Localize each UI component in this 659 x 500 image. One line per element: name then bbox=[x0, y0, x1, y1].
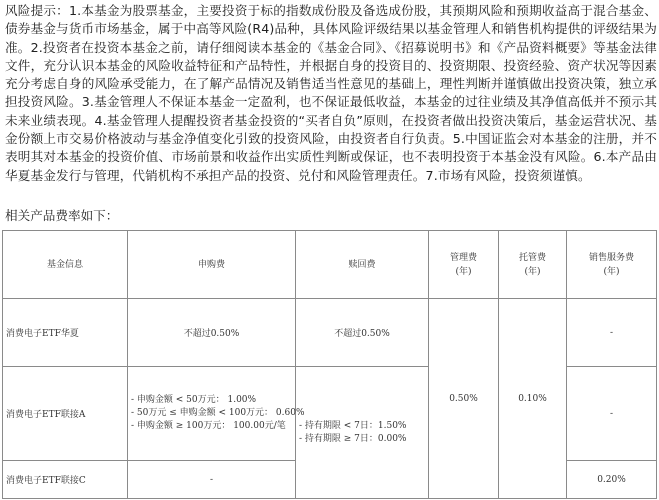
header-custody-fee bbox=[499, 231, 567, 299]
header-subscription-fee: 申购费 bbox=[128, 231, 296, 299]
header-sales-service-fee bbox=[567, 231, 657, 299]
header-management-fee bbox=[429, 231, 499, 299]
risk-notice: 风险提示：1.本基金为股票基金，主要投资于标的指数成份股及备选成份股，其预期风险和预期收益高于混合基金、债券基金与货币市场基金，属于中高等风险(R4)品种，具体风险评级结果以基金管理人和销售机构提供的评级结果为准。2.投资者在投资本基金之前，请仔细阅读本基金的《基金合同》、《招募说明书》和《产品资料概要》等基金法律文件，充分认识本基金的风险收益特征和产品特性，并根据自身的投资目的、投资期限、投资经验、资产状况等因素充分考虑自身的风险承受能力，在了解产品情况及销售适当性意见的基础上，理性判断并谨慎做出投资决策，独立承担投资风险。3.基金管理人不保证本基金一定盈利，也不保证最低收益，本基金的过往业绩及其净值高低并不预示其未来业绩表现。4.基金管理人提醒投资者基金投资的“买者自负”原则，在投资者做出投资决策后，基金运营状况、基金份额上市交易价格波动与基金净值变化引致的投资风险，由投资者自行负责。5.中国证监会对本基金的注册，并不表明其对本基金的投资价值、市场前景和收益作出实质性判断或保证，也不表明投资于本基金没有风险。6.本产品由华夏基金发行与管理，代销机构不承担产品的投资、兑付和风险管理责任。7.市场有风险，投资须谨慎。 bbox=[5, 3, 657, 183]
fee-table-heading: 相关产品费率如下： bbox=[5, 208, 119, 223]
subscription-fee-etf: 不超过0.50% bbox=[128, 299, 296, 367]
header-sales-service-fee-unit: (年) bbox=[603, 266, 620, 277]
sales-service-fee-link-a: - bbox=[567, 367, 657, 461]
sales-service-fee-etf: - bbox=[567, 299, 657, 367]
table-row bbox=[3, 299, 657, 367]
subscription-fee-link-c: - bbox=[128, 461, 296, 499]
subscription-fee-link-a bbox=[128, 367, 305, 461]
subscription-tier: - 申购金额 ≥ 100万元： 100.00元/笔 bbox=[131, 421, 286, 431]
header-management-fee-unit: (年) bbox=[455, 266, 472, 277]
header-management-fee-label: 管理费 bbox=[449, 252, 477, 263]
header-custody-fee-unit: (年) bbox=[524, 266, 541, 277]
management-fee-value: 0.50% bbox=[429, 299, 499, 499]
custody-fee-value: 0.10% bbox=[499, 299, 567, 499]
redemption-tier: - 持有期限 < 7日：1.50% bbox=[299, 420, 407, 431]
header-redemption-fee: 赎回费 bbox=[296, 231, 429, 299]
fund-name-etf: 消费电子ETF华夏 bbox=[3, 299, 128, 367]
sales-service-fee-link-c: 0.20% bbox=[567, 461, 657, 499]
subscription-tier: - 申购金额 < 50万元： 1.00% bbox=[131, 395, 257, 405]
header-sales-service-fee-label: 销售服务费 bbox=[588, 252, 634, 263]
fee-table bbox=[2, 230, 657, 499]
redemption-tier: - 持有期限 ≥ 7日：0.00% bbox=[299, 433, 407, 444]
header-fund-info: 基金信息 bbox=[3, 231, 128, 299]
fee-table-header-row bbox=[3, 231, 657, 299]
header-custody-fee-label: 托管费 bbox=[518, 252, 546, 263]
redemption-fee-link bbox=[296, 367, 429, 499]
subscription-tier: - 50万元 ≤ 申购金额 < 100万元： 0.60% bbox=[131, 408, 305, 418]
fund-name-link-c: 消费电子ETF联接C bbox=[3, 461, 128, 499]
redemption-fee-etf: 不超过0.50% bbox=[296, 299, 429, 367]
fund-name-link-a: 消费电子ETF联接A bbox=[3, 367, 128, 461]
